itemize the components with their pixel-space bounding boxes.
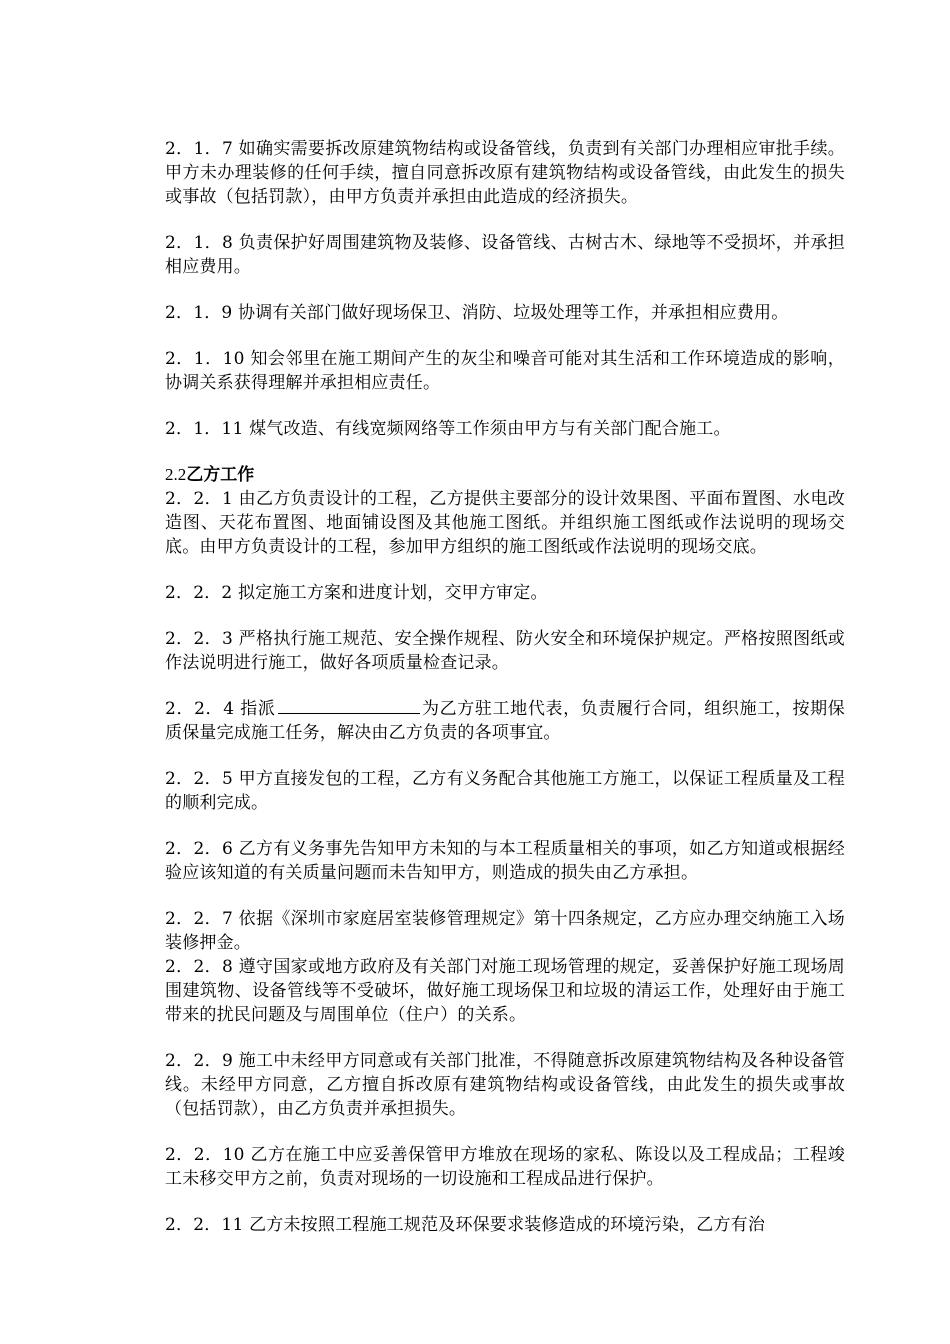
clause-2-1-11: 2．1．11 煤气改造、有线宽频网络等工作须由甲方与有关部门配合施工。 bbox=[165, 419, 731, 439]
clause-2-2-1: 2．2．1 由乙方负责设计的工程，乙方提供主要部分的设计效果图、平面布置图、水电改造图、天花布置图、地面铺设图及其他施工图纸。并组织施工图纸或作法说明的现场交底。由甲方负责设计的工程，参加甲方组织的施工图纸或作法说明的现场交底。 bbox=[165, 489, 845, 557]
clause-2-2-4-lead: 2．2．4 指派 bbox=[165, 699, 276, 719]
clause-2-1-8: 2．1．8 负责保护好周围建筑物及装修、设备管线、古树古木、绿地等不受损坏，并承担相应费用。 bbox=[165, 233, 845, 277]
clause-2-1-10: 2．1．10 知会邻里在施工期间产生的灰尘和噪音可能对其生活和工作环境造成的影响，协调关系获得理解并承担相应责任。 bbox=[165, 349, 845, 393]
clause-2-1-9: 2．1．9 协调有关部门做好现场保卫、消防、垃圾处理等工作，并承担相应费用。 bbox=[165, 303, 789, 323]
clause-2-2-5: 2．2．5 甲方直接发包的工程，乙方有义务配合其他施工方施工，以保证工程质量及工程的顺利完成。 bbox=[165, 769, 845, 813]
clause-2-2-11: 2．2．11 乙方未按照工程施工规范及环保要求装修造成的环境污染，乙方有治 bbox=[165, 1215, 766, 1235]
clause-2-2-3: 2．2．3 严格执行施工规范、安全操作规程、防火安全和环境保护规定。严格按照图纸或作法说明进行施工，做好各项质量检查记录。 bbox=[165, 629, 845, 673]
clause-2-1-7: 2．1．7 如确实需要拆改原建筑物结构或设备管线，负责到有关部门办理相应审批手续。甲方未办理装修的任何手续，擅自同意拆改原有建筑物结构或设备管线，由此发生的损失或事故（包括罚款），由甲方负责并承担由此造成的经济损失。 bbox=[165, 139, 845, 207]
clause-2-2-2: 2．2．2 拟定施工方案和进度计划，交甲方审定。 bbox=[165, 583, 548, 603]
clause-2-2-8: 2．2．8 遵守国家或地方政府及有关部门对施工现场管理的规定，妥善保护好施工现场周围建筑物、设备管线等不受破坏，做好施工现场保卫和垃圾的清运工作，处理好由于施工带来的扰民问题及与周围单位（住户）的关系。 bbox=[165, 957, 845, 1025]
clause-2-2-10: 2．2．10 乙方在施工中应妥善保管甲方堆放在现场的家私、陈设以及工程成品；工程竣工未移交甲方之前，负责对现场的一切设施和工程成品进行保护。 bbox=[165, 1145, 845, 1189]
section-number: 2.2 bbox=[165, 465, 187, 484]
clause-2-2-7: 2．2．7 依据《深圳市家庭居室装修管理规定》第十四条规定，乙方应办理交纳施工入场装修押金。 bbox=[165, 909, 845, 953]
representative-blank-line[interactable] bbox=[278, 697, 420, 714]
clause-2-2-9: 2．2．9 施工中未经甲方同意或有关部门批准，不得随意拆改原建筑物结构及各种设备管线。未经甲方同意，乙方擅自拆改原有建筑物结构或设备管线，由此发生的损失或事故（包括罚款），由乙方负责并承担损失。 bbox=[165, 1051, 845, 1119]
document-body bbox=[165, 137, 845, 1259]
section-title: 乙方工作 bbox=[186, 465, 255, 485]
clause-2-2-4-rest: 为乙方驻工地代表，负责履行合同，组织施工，按期保质保量完成施工任务，解决由乙方负责的各项事宜。 bbox=[165, 699, 845, 743]
section-heading bbox=[165, 463, 845, 487]
clause-2-2-4 bbox=[165, 697, 845, 745]
clause-2-2-6: 2．2．6 乙方有义务事先告知甲方未知的与本工程质量相关的事项，如乙方知道或根据经验应该知道的有关质量问题而未告知甲方，则造成的损失由乙方承担。 bbox=[165, 839, 845, 883]
